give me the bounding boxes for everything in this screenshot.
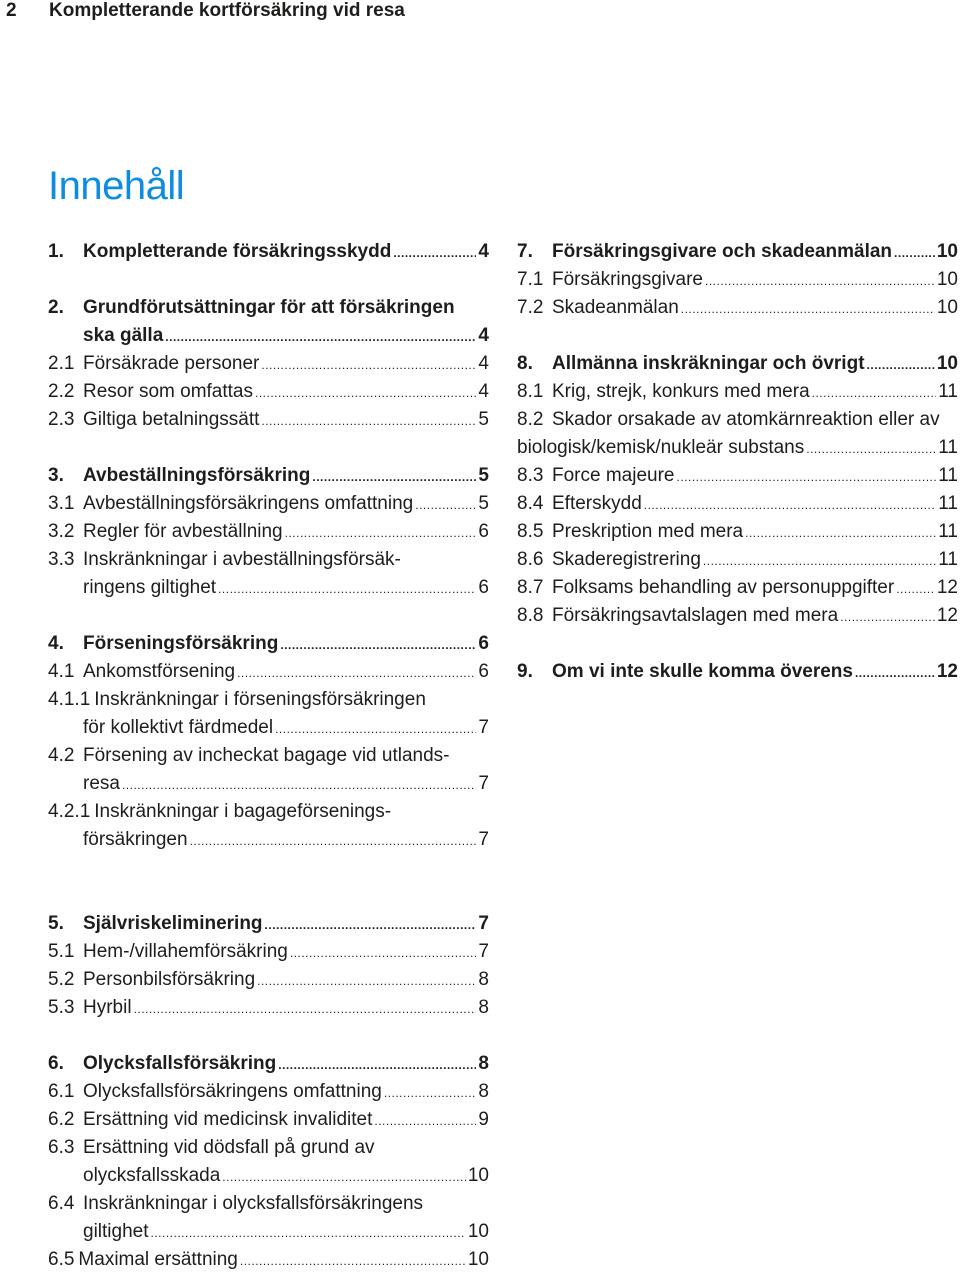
toc-section-heading[interactable] [48, 1050, 489, 1078]
toc-entry[interactable] [517, 462, 958, 490]
toc-page-number: 12 [936, 661, 958, 682]
toc-page-number: 11 [938, 521, 958, 542]
toc-page-number: 8 [478, 969, 489, 990]
toc-dot-leader [806, 435, 936, 463]
toc-entry-number: 5.3 [48, 997, 75, 1018]
toc-dot-leader [894, 239, 935, 267]
toc-entry-title: Avbeställningsförsäkringens omfattning [83, 493, 414, 514]
toc-page-number: 11 [938, 437, 958, 458]
toc-page-number: 12 [936, 577, 958, 598]
toc-entry-number: 7.2 [517, 297, 544, 318]
toc-page-number: 11 [938, 549, 958, 570]
toc-section-heading[interactable] [517, 350, 958, 378]
toc-entry-title: Ersättning vid dödsfall på grund av [83, 1137, 375, 1158]
toc-entry[interactable] [48, 546, 489, 574]
page-number: 2 [6, 0, 17, 21]
page-title: Innehåll [48, 164, 185, 208]
toc-entry[interactable] [48, 770, 489, 798]
toc-entry-number: 8.7 [517, 577, 544, 598]
toc-dot-leader [237, 659, 476, 687]
toc-entry[interactable] [48, 406, 489, 434]
toc-section-heading[interactable] [48, 630, 489, 658]
toc-dot-leader [677, 463, 937, 491]
toc-page-number: 6 [478, 633, 489, 654]
toc-entry-title: Förseningsförsäkring [83, 633, 279, 654]
toc-entry-number: 5.2 [48, 969, 75, 990]
toc-spacer [48, 434, 489, 462]
toc-page-number: 4 [478, 381, 489, 402]
toc-entry[interactable] [517, 406, 958, 434]
toc-entry-number: 8.2 [517, 409, 544, 430]
toc-entry-title: Ankomstförsening [83, 661, 236, 682]
toc-entry-title: Försäkringsgivare och skadeanmälan [552, 241, 893, 262]
toc-entry[interactable] [48, 1078, 489, 1106]
toc-entry-title: Skador orsakade av atomkärnreaktion eller av [552, 409, 940, 430]
toc-entry[interactable] [48, 966, 489, 994]
toc-entry-number: 6.1 [48, 1081, 75, 1102]
toc-entry-title: Force majeure [552, 465, 675, 486]
toc-entry-title: Regler för avbeställning [83, 521, 283, 542]
toc-page-number: 11 [938, 493, 958, 514]
toc-dot-leader [703, 547, 936, 575]
toc-entry-title: Inskränkningar i olycksfallsförsäkringens [83, 1193, 424, 1214]
toc-entry-title: Krig, strejk, konkurs med mera [552, 381, 810, 402]
toc-dot-leader [312, 463, 476, 491]
toc-page-number: 10 [936, 269, 958, 290]
toc-dot-leader [261, 407, 476, 435]
toc-entry-number: 7. [517, 241, 533, 262]
toc-entry[interactable] [48, 574, 489, 602]
toc-dot-leader [151, 1219, 466, 1247]
toc-entry-title: Kompletterande försäkringsskydd [83, 241, 392, 262]
toc-spacer [48, 854, 489, 882]
toc-entry-title: Allmänna inskräkningar och övrigt [552, 353, 865, 374]
toc-entry[interactable] [48, 798, 489, 826]
toc-entry-title: Avbeställningsförsäkring [83, 465, 311, 486]
toc-page-number: 5 [478, 493, 489, 514]
toc-entry-title: giltighet [83, 1221, 149, 1242]
toc-entry[interactable] [48, 350, 489, 378]
toc-entry-number: 8. [517, 353, 533, 374]
toc-page-number: 6 [478, 661, 489, 682]
toc-entry-number: 1. [48, 241, 64, 262]
toc-page-number: 7 [478, 773, 489, 794]
toc-entry-title: Skadeanmälan [552, 297, 679, 318]
toc-entry-title: Försäkrade personer [83, 353, 260, 374]
toc-page-number: 7 [478, 829, 489, 850]
toc-entry-title: Inskränkningar i avbeställningsförsäk- [83, 549, 401, 570]
toc-entry-title: Försäkringsgivare [552, 269, 703, 290]
toc-spacer [517, 630, 958, 658]
toc-entry-title: resa [83, 773, 120, 794]
toc-dot-leader [122, 771, 476, 799]
toc-entry-number: 9. [517, 661, 533, 682]
toc-dot-leader [840, 603, 935, 631]
toc-page-number: 8 [478, 1053, 489, 1074]
toc-entry[interactable] [48, 378, 489, 406]
toc-entry[interactable] [48, 1218, 489, 1246]
toc-page-number: 10 [936, 297, 958, 318]
toc-page-number: 4 [478, 325, 489, 346]
toc-page-number: 6 [478, 521, 489, 542]
toc-entry[interactable] [517, 378, 958, 406]
toc-entry-title: Försäkringsavtalslagen med mera [552, 605, 839, 626]
toc-entry-number: 6.4 [48, 1193, 75, 1214]
toc-page-number: 9 [478, 1109, 489, 1130]
toc-section-heading[interactable] [48, 294, 489, 322]
toc-entry-number: 7.1 [517, 269, 544, 290]
toc-page-number: 8 [478, 1081, 489, 1102]
toc-page-number: 11 [938, 381, 958, 402]
toc-dot-leader [255, 379, 476, 407]
toc-right-column [517, 238, 958, 686]
toc-entry-title: Efterskydd [552, 493, 642, 514]
toc-entry[interactable] [517, 266, 958, 294]
toc-page-number: 6 [478, 577, 489, 598]
toc-entry[interactable] [517, 546, 958, 574]
toc-section-heading[interactable] [48, 238, 489, 266]
toc-entry[interactable] [48, 490, 489, 518]
toc-dot-leader [896, 575, 935, 603]
toc-entry-number: 2. [48, 297, 64, 318]
toc-entry-title: Ersättning vid medicinsk invaliditet [83, 1109, 373, 1130]
toc-entry-title: Folksams behandling av personuppgifter [552, 577, 895, 598]
toc-entry-title: olycksfallsskada [83, 1165, 221, 1186]
toc-dot-leader [280, 631, 476, 659]
toc-entry[interactable] [48, 742, 489, 770]
toc-entry-title: Maximal ersättning [78, 1249, 238, 1270]
toc-dot-leader [265, 911, 477, 939]
toc-page-number: 10 [467, 1249, 489, 1270]
toc-entry[interactable] [48, 1162, 489, 1190]
toc-entry[interactable] [48, 826, 489, 854]
toc-entry-title: Inskränkningar i förseningsförsäkringen [94, 689, 426, 710]
toc-entry-title: Resor som omfattas [83, 381, 253, 402]
toc-entry-number: 2.1 [48, 353, 75, 374]
toc-dot-leader [257, 967, 476, 995]
toc-entry-number: 8.5 [517, 521, 544, 542]
toc-entry-title: ringens giltighet [83, 577, 217, 598]
toc-dot-leader [384, 1079, 477, 1107]
toc-entry-title: Olycksfallsförsäkring [83, 1053, 277, 1074]
toc-entry[interactable] [517, 294, 958, 322]
toc-entry[interactable] [48, 686, 489, 714]
page-header [0, 0, 960, 22]
toc-entry-title: biologisk/kemisk/nukleär substans [517, 437, 805, 458]
toc-entry-number: 8.3 [517, 465, 544, 486]
toc-dot-leader [218, 575, 476, 603]
toc-dot-leader [745, 519, 936, 547]
toc-entry-number: 8.4 [517, 493, 544, 514]
toc-entry-number: 4.2.1 [48, 801, 91, 822]
toc-entry-number: 8.8 [517, 605, 544, 626]
toc-entry[interactable] [48, 994, 489, 1022]
toc-entry[interactable] [517, 574, 958, 602]
toc-spacer [517, 322, 958, 350]
toc-dot-leader [393, 239, 476, 267]
toc-entry-title: Olycksfallsförsäkringens omfattning [83, 1081, 382, 1102]
toc-dot-leader [644, 491, 937, 519]
toc-dot-leader [134, 995, 477, 1023]
toc-page-number: 7 [478, 717, 489, 738]
toc-dot-leader [867, 351, 935, 379]
toc-entry-number: 6.2 [48, 1109, 75, 1130]
toc-page-number: 11 [938, 465, 958, 486]
toc-page-number: 5 [478, 465, 489, 486]
toc-dot-leader [275, 715, 476, 743]
toc-spacer [48, 882, 489, 910]
toc-entry-title: Självriskeliminering [83, 913, 263, 934]
toc-entry-title: för kollektivt färdmedel [83, 717, 274, 738]
toc-dot-leader [374, 1107, 476, 1135]
toc-page-number: 10 [936, 241, 958, 262]
toc-entry-number: 2.2 [48, 381, 75, 402]
toc-entry[interactable] [48, 714, 489, 742]
toc-page-number: 7 [478, 913, 489, 934]
toc-entry-number: 3.3 [48, 549, 75, 570]
toc-entry-number: 6.3 [48, 1137, 75, 1158]
toc-entry-number: 5.1 [48, 941, 75, 962]
toc-entry-number: 6.5 [48, 1249, 75, 1270]
toc-entry[interactable] [517, 434, 958, 462]
toc-page-number: 12 [936, 605, 958, 626]
toc-dot-leader [261, 351, 476, 379]
toc-section-heading[interactable] [517, 658, 958, 686]
toc-dot-leader [415, 491, 476, 519]
toc-entry-title: Hyrbil [83, 997, 132, 1018]
toc-entry-title: Försening av incheckat bagage vid utlands- [83, 745, 450, 766]
toc-entry[interactable] [48, 1106, 489, 1134]
toc-entry-number: 6. [48, 1053, 64, 1074]
toc-page-number: 10 [467, 1165, 489, 1186]
toc-page-number: 4 [478, 353, 489, 374]
toc-section-heading[interactable] [48, 462, 489, 490]
toc-dot-leader [290, 939, 477, 967]
toc-section-heading[interactable] [517, 238, 958, 266]
toc-entry-number: 8.1 [517, 381, 544, 402]
toc-dot-leader [855, 659, 935, 687]
toc-entry-number: 3.1 [48, 493, 75, 514]
toc-entry-title: Om vi inte skulle komma överens [552, 661, 853, 682]
toc-entry[interactable] [517, 518, 958, 546]
toc-entry-number: 8.6 [517, 549, 544, 570]
toc-dot-leader [285, 519, 477, 547]
toc-entry-title: Grundförutsättningar för att försäkringen [83, 297, 455, 318]
toc-page-number: 7 [478, 941, 489, 962]
toc-spacer [48, 266, 489, 294]
toc-dot-leader [705, 267, 935, 295]
toc-entry-title: Personbilsförsäkring [83, 969, 256, 990]
toc-entry-title: ska gälla [83, 325, 164, 346]
toc-entry-number: 4.1 [48, 661, 75, 682]
toc-page-number: 4 [478, 241, 489, 262]
toc-spacer [48, 1022, 489, 1050]
toc-page-number: 10 [936, 353, 958, 374]
toc-dot-leader [812, 379, 937, 407]
toc-entry-number: 3. [48, 465, 64, 486]
toc-dot-leader [165, 323, 476, 351]
toc-spacer [48, 602, 489, 630]
toc-entry-title: Giltiga betalningssätt [83, 409, 260, 430]
toc-entry[interactable] [48, 1190, 489, 1218]
toc-entry-number: 2.3 [48, 409, 75, 430]
running-title: Kompletterande kortförsäkring vid resa [49, 0, 405, 21]
toc-dot-leader [190, 827, 477, 855]
toc-entry-number: 3.2 [48, 521, 75, 542]
toc-dot-leader [278, 1051, 476, 1079]
toc-entry-number: 4.1.1 [48, 689, 91, 710]
toc-section-heading[interactable] [48, 910, 489, 938]
toc-entry-number: 5. [48, 913, 64, 934]
toc-page-number: 10 [467, 1221, 489, 1242]
toc-entry[interactable] [48, 518, 489, 546]
toc-dot-leader [681, 295, 935, 323]
toc-entry[interactable] [517, 490, 958, 518]
toc-entry-number: 4. [48, 633, 64, 654]
toc-entry[interactable] [48, 658, 489, 686]
toc-entry[interactable] [48, 1246, 489, 1274]
toc-entry-title: Hem-/villahemförsäkring [83, 941, 288, 962]
toc-entry[interactable] [48, 938, 489, 966]
toc-entry[interactable] [517, 602, 958, 630]
toc-dot-leader [222, 1163, 466, 1191]
toc-entry-title: Skaderegistrering [552, 549, 701, 570]
toc-entry-title: försäkringen [83, 829, 188, 850]
toc-page-number: 5 [478, 409, 489, 430]
toc-entry[interactable] [48, 1134, 489, 1162]
toc-entry-title: Inskränkningar i bagageförsenings- [94, 801, 392, 822]
toc-dot-leader [240, 1247, 466, 1275]
toc-entry-number: 4.2 [48, 745, 75, 766]
toc-entry-title: Preskription med mera [552, 521, 744, 542]
toc-section-heading[interactable] [48, 322, 489, 350]
toc-page-number: 8 [478, 997, 489, 1018]
toc-left-column [48, 238, 489, 1274]
